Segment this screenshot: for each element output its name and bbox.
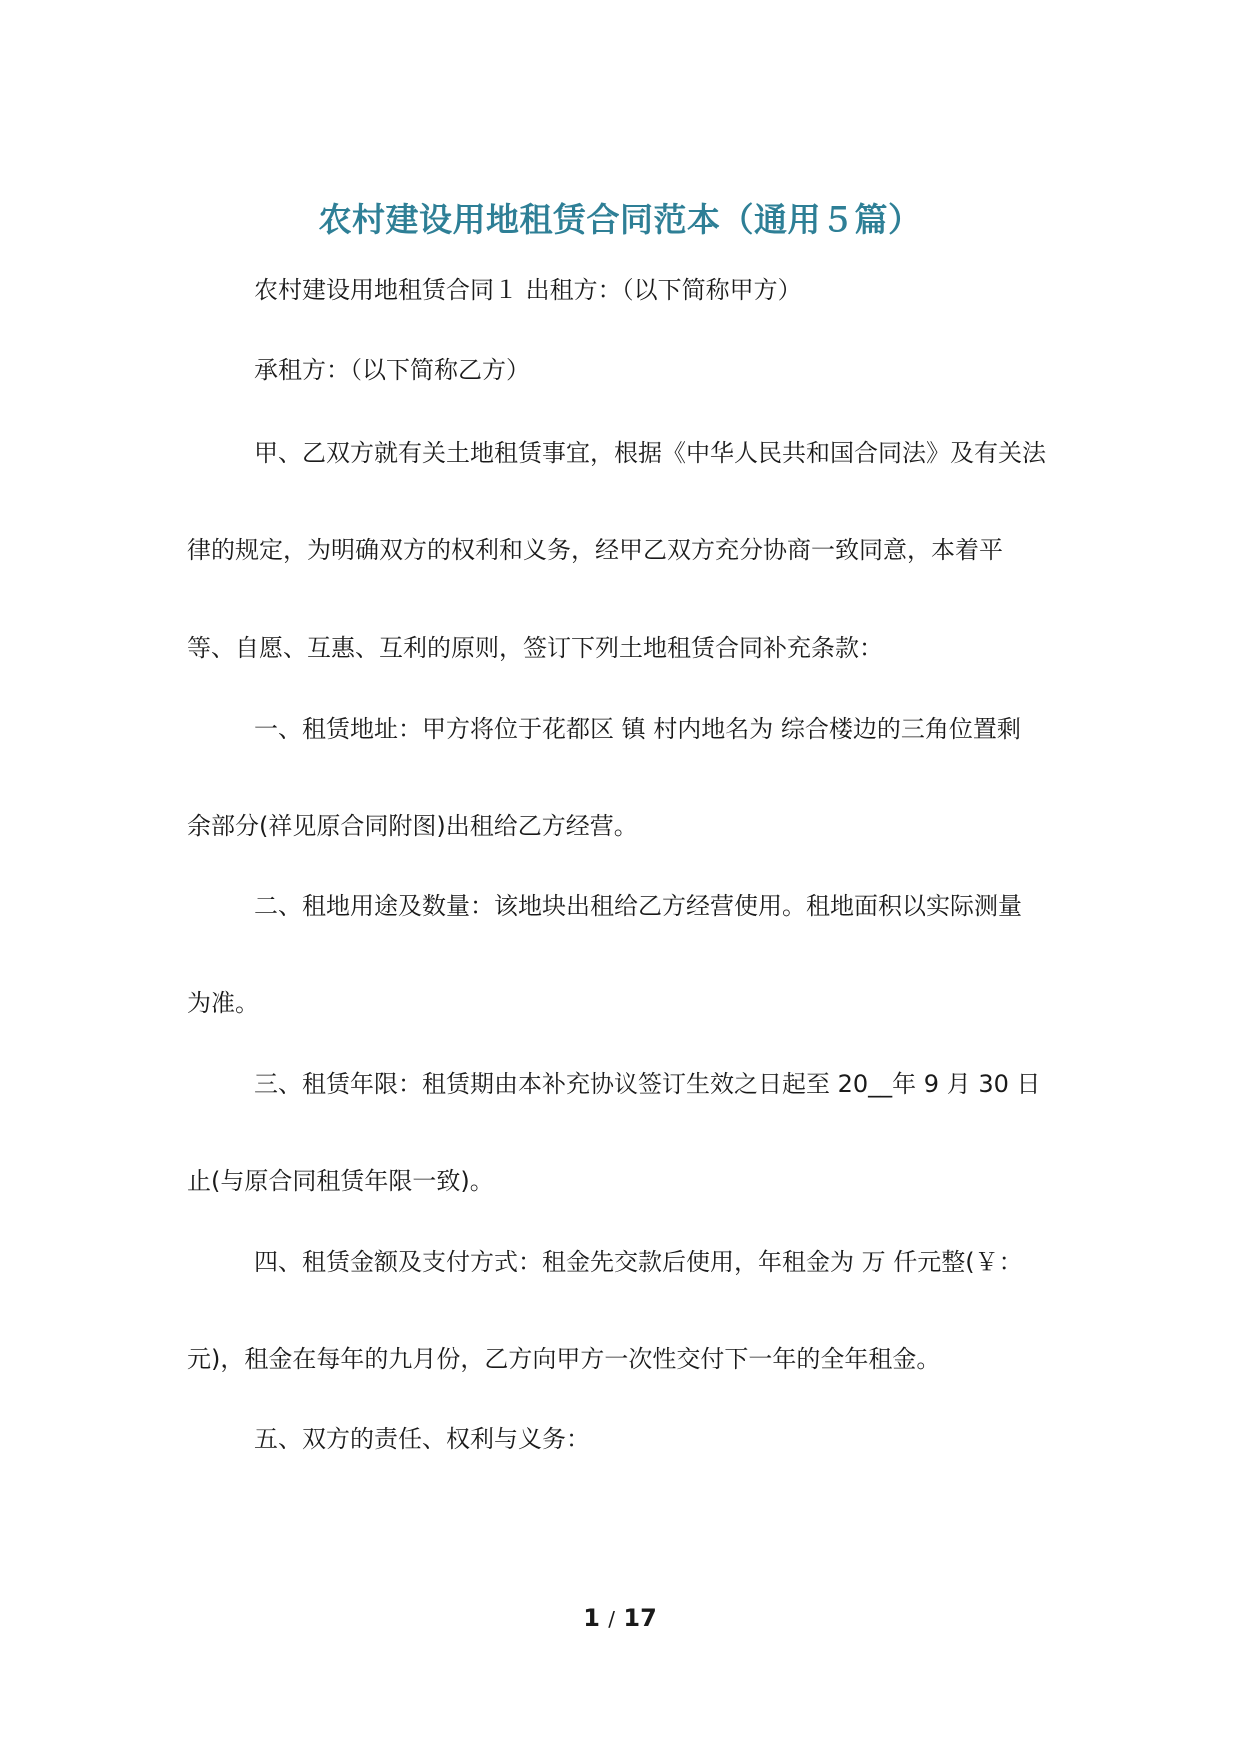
paragraph-line: 为准。 [187, 989, 259, 1017]
paragraph-line: 承租方：（以下简称乙方） [254, 356, 530, 384]
paragraph-line: 三、租赁年限：租赁期由本补充协议签订生效之日起至 20__年 9 月 30 日 [254, 1070, 1041, 1098]
paragraph-line: 二、租地用途及数量：该地块出租给乙方经营使用。租地面积以实际测量 [254, 892, 1022, 920]
paragraph-line: 等、自愿、互惠、互利的原则，签订下列土地租赁合同补充条款： [187, 634, 883, 662]
paragraph-line: 五、双方的责任、权利与义务： [254, 1425, 590, 1453]
document-title: 农村建设用地租赁合同范本（通用５篇） [318, 200, 922, 239]
paragraph-line: 甲、乙双方就有关土地租赁事宜，根据《中华人民共和国合同法》及有关法 [254, 439, 1046, 467]
paragraph-line: 一、租赁地址：甲方将位于花都区 镇 村内地名为 综合楼边的三角位置剩 [254, 715, 1021, 743]
current-page: 1 [583, 1604, 600, 1632]
paragraph-line: 农村建设用地租赁合同１ 出租方：（以下简称甲方） [254, 276, 802, 304]
paragraph-line: 律的规定，为明确双方的权利和义务，经甲乙双方充分协商一致同意，本着平 [187, 536, 1003, 564]
paragraph-line: 余部分(祥见原合同附图)出租给乙方经营。 [187, 812, 638, 840]
total-pages: 17 [623, 1604, 657, 1632]
paragraph-line: 四、租赁金额及支付方式：租金先交款后使用，年租金为 万 仟元整(￥： [254, 1248, 1023, 1276]
page-separator: / [608, 1607, 616, 1631]
paragraph-line: 元)，租金在每年的九月份，乙方向甲方一次性交付下一年的全年租金。 [187, 1345, 941, 1373]
paragraph-line: 止(与原合同租赁年限一致)。 [187, 1167, 494, 1195]
page-number [0, 1600, 1240, 1637]
